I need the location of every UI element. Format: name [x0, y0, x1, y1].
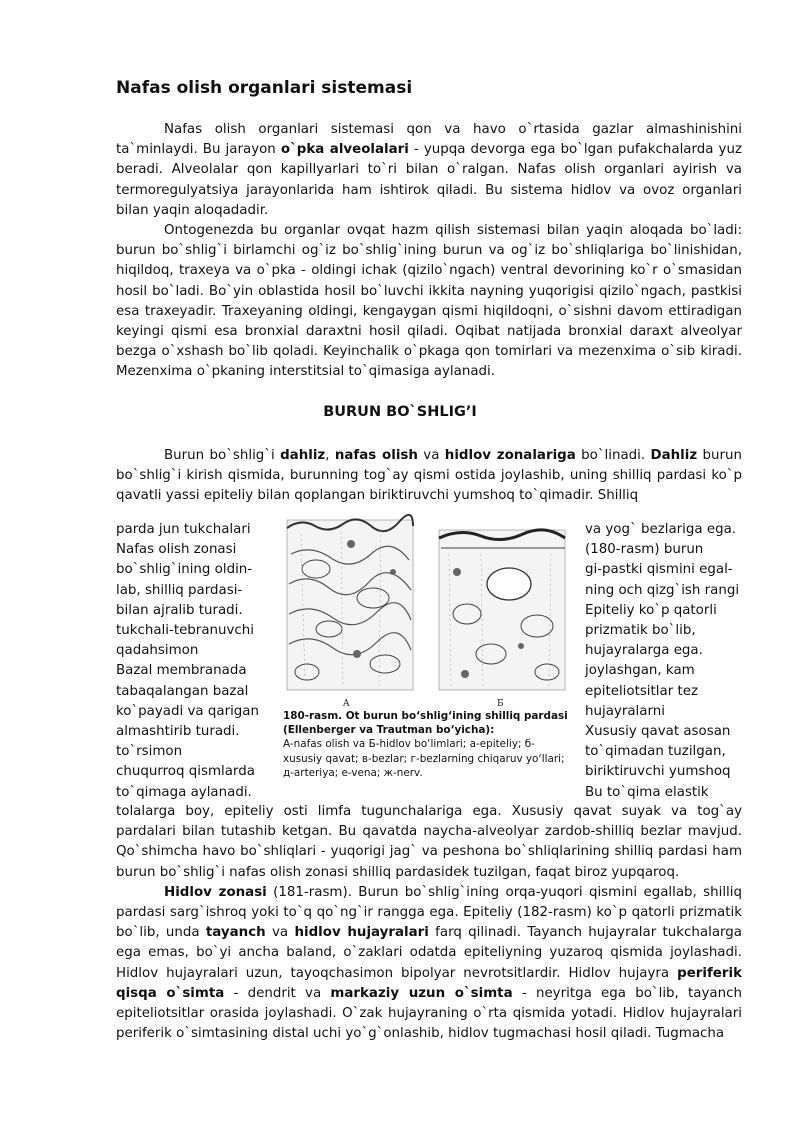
- text-run: va: [417, 448, 445, 463]
- text-run: - dendrit va: [224, 985, 331, 1001]
- section-title: BURUN BO`SHLIG’I: [323, 404, 477, 420]
- continuation-paragraph-1: tolalarga boy, epiteliy osti limfa tugunchalariga ega. Xususiy qavat suyak va tog`ay pardalari bilan tutashib ketgan. Bu qavatda naycha-alveolyar zardob-shilliq bezlar mavjud. Qo`shimcha havo bo`shliqlari - yuqorigi jag` va peshona bo`shliqlarining shilliq pardasi ham burun bo`shlig`i nafas olish zonasi shilliq pardasidek tuzilgan, faqat biroz yupqaroq.: [116, 804, 742, 880]
- right-line: to`qimadan tuzilgan,: [585, 744, 726, 760]
- left-line: parda jun tukchalari: [116, 522, 251, 537]
- caption-body: A-nafas olish va Б-hidlov bo‘limlari; a-epiteliy; б-xususiy qavat; в-bezlar; г-bezlarning chiqaruv yo‘llari; д-arteriya; e-vena; ж-nerv.: [283, 738, 565, 779]
- left-line: lab, shilliq pardasi-: [116, 582, 243, 598]
- caption-title: 180-rasm. Ot burun bo‘shlig‘ining shilliq pardasi (Ellenberger va Trautman bo‘yicha):: [283, 710, 568, 737]
- left-line: ko`payadi va qarigan: [116, 703, 259, 719]
- term-hidlov-zonalariga: hidlov zonalariga: [444, 448, 576, 463]
- right-line: biriktiruvchi yumshoq: [585, 764, 731, 780]
- left-line: to`qimaga aylanadi.: [116, 784, 252, 800]
- term-hidlov-zonasi: Hidlov zonasi: [164, 884, 267, 900]
- continuation-paragraph-2: [116, 883, 742, 1045]
- right-line: prizmatik bo`lib,: [585, 623, 696, 639]
- left-column: [116, 520, 266, 803]
- document-title: Nafas olish organlari sistemasi: [116, 78, 413, 98]
- panel-b-label: Б: [497, 699, 504, 709]
- term-hidlov-hujayralari: hidlov hujayralari: [294, 925, 429, 941]
- left-line: Nafas olish zonasi: [116, 542, 237, 558]
- text-run: ,: [325, 448, 335, 463]
- term-nafas-olish: nafas olish: [334, 448, 418, 463]
- term-dahliz: dahliz: [280, 448, 326, 463]
- right-line: epiteliotsitlar tez: [585, 683, 698, 699]
- left-line: chuqurroq qismlarda: [116, 764, 255, 780]
- term-periferik-qisqa-osimta: periferik qisqa o`simta: [116, 965, 742, 1001]
- right-line: gi-pastki qismini egal-: [585, 562, 733, 578]
- left-line: tabaqalangan bazal: [116, 683, 249, 699]
- text-run: Nafas olish organlari sistemasi qon va havo o`rtasida gazlar almashinishini ta`minlaydi. Bu jarayon: [116, 122, 742, 158]
- figure-caption: [283, 709, 573, 780]
- left-line: bilan ajralib turadi.: [116, 602, 243, 618]
- intro-paragraph-1: [116, 120, 742, 221]
- term-tayanch: tayanch: [205, 925, 266, 941]
- text-run: - yupqa devorga ega bo`lgan pufakchalarda yuz beradi. Alveolalar qon kapillyarlari to`ri bilan o`ralgan. Nafas olish organlari ayirish va termoregulyatsiya jarayonlarida ham ishtirok qiladi. Bu sistema hidlov va ovoz organlari bilan yaqin aloqadadir.: [116, 142, 742, 218]
- term-markaziy-uzun-osimta: markaziy uzun o`simta: [330, 985, 513, 1001]
- left-line: almashtirib turadi.: [116, 724, 240, 740]
- section-intro: [116, 446, 742, 507]
- right-line: (180-rasm) burun: [585, 542, 704, 558]
- text-run: farq qilinadi. Tayanch hujayralar tukchalarga ega emas, bo`yi ancha baland, o`zaklari odatda epiteliyning yuzaroq qismida joylashadi. Hidlov hujayralari uzun, tayoqchasimon bipolyar nevrotsitlardir. Hidlov hujayra: [116, 925, 742, 981]
- continuation-text: [116, 802, 742, 1044]
- right-line: hujayralarga ega.: [585, 643, 703, 659]
- intro-paragraph-2: Ontogenezda bu organlar ovqat hazm qilish sistemasi bilan yaqin aloqada bo`ladi: burun bo`shlig`i birlamchi og`iz bo`shlig`ining burun va og`iz bo`shliqlariga bo`linishidan, hiqildoq, traxeya va o`pka - oldingi ichak (qizilo`ngach) ventral devorining ko`r o`smasidan hosil bo`ladi. Bo`yin oblastida hosil bo`luvchi ikkita nayning yuqorigisi qizilo`ngach, pastkisi esa traxeyadir. Traxeyaning oldingi, kengaygan qismi hiqildoqni, o`sishni davom ettiradigan keyingi qismi esa bronxial daraxtni hosil qiladi. Oqibat natijada bronxial daraxt alveolyar bezga o`xshash bo`lib qoladi. Keyinchalik o`pkaga qon tomirlari va mezenxima o`sib kiradi. Mezenxima o`pkaning interstitsial to`qimasiga aylanadi.: [116, 223, 742, 380]
- left-line: Bazal membranada: [116, 663, 247, 679]
- left-line: to`rsimon: [116, 744, 183, 760]
- section-paragraph-1: [116, 446, 742, 507]
- panel-a-label: A: [343, 699, 350, 709]
- text-run: bo`linadi.: [575, 448, 651, 463]
- right-line: joylashgan, kam: [585, 663, 695, 679]
- intro-text: [116, 120, 742, 383]
- histology-figure: [281, 514, 571, 709]
- right-line: va yog` bezlariga ega.: [585, 522, 737, 537]
- right-line: hujayralarni: [585, 703, 665, 719]
- right-line: Xususiy qavat asosan: [585, 724, 731, 740]
- text-run: burun bo`shlig`i kirish qismida, burunning tog`ay qismi ostida joylashib, uning shilliq pardasi ko`p qavatli yassi epiteliy bilan qoplangan biriktiruvchi yumshoq to`qimadir. Shilliq: [116, 448, 742, 504]
- text-run: - neyritga ega bo`lib, tayanch epiteliotsitlar orasida joylashadi. O`zak hujayraning o`rta qismida yotadi. Hidlov hujayralari periferik o`simtasining distal uchi yo`g`onlashib, hidlov tugmachasi hosil qiladi. Tugmacha: [116, 985, 742, 1042]
- panel-a-image: [287, 515, 413, 690]
- term-dahliz-2: Dahliz: [650, 448, 698, 463]
- term-alveolalari: o`pka alveolalari: [280, 142, 409, 158]
- text-run: (181-rasm). Burun bo`shlig`ining orqa-yuqori qismini egallab, shilliq pardasi sarg`ishroq yoki to`q qo`ng`ir rangga ega. Epiteliy (182-rasm) ko`p qatorli prizmatik bo`lib, unda: [116, 884, 742, 941]
- right-line: Bu to`qima elastik: [585, 784, 709, 800]
- right-line: Epiteliy ko`p qatorli: [585, 602, 717, 618]
- left-line: qadahsimon: [116, 643, 199, 659]
- right-column: [585, 520, 742, 803]
- left-line: bo`shlig`ining oldin-: [116, 562, 253, 578]
- text-run: va: [265, 925, 295, 941]
- right-line: ning och qizg`ish rangi: [585, 582, 740, 598]
- text-run: Burun bo`shlig`i: [164, 448, 281, 463]
- panel-b-image: [439, 530, 565, 690]
- left-line: tukchali-tebranuvchi: [116, 623, 254, 639]
